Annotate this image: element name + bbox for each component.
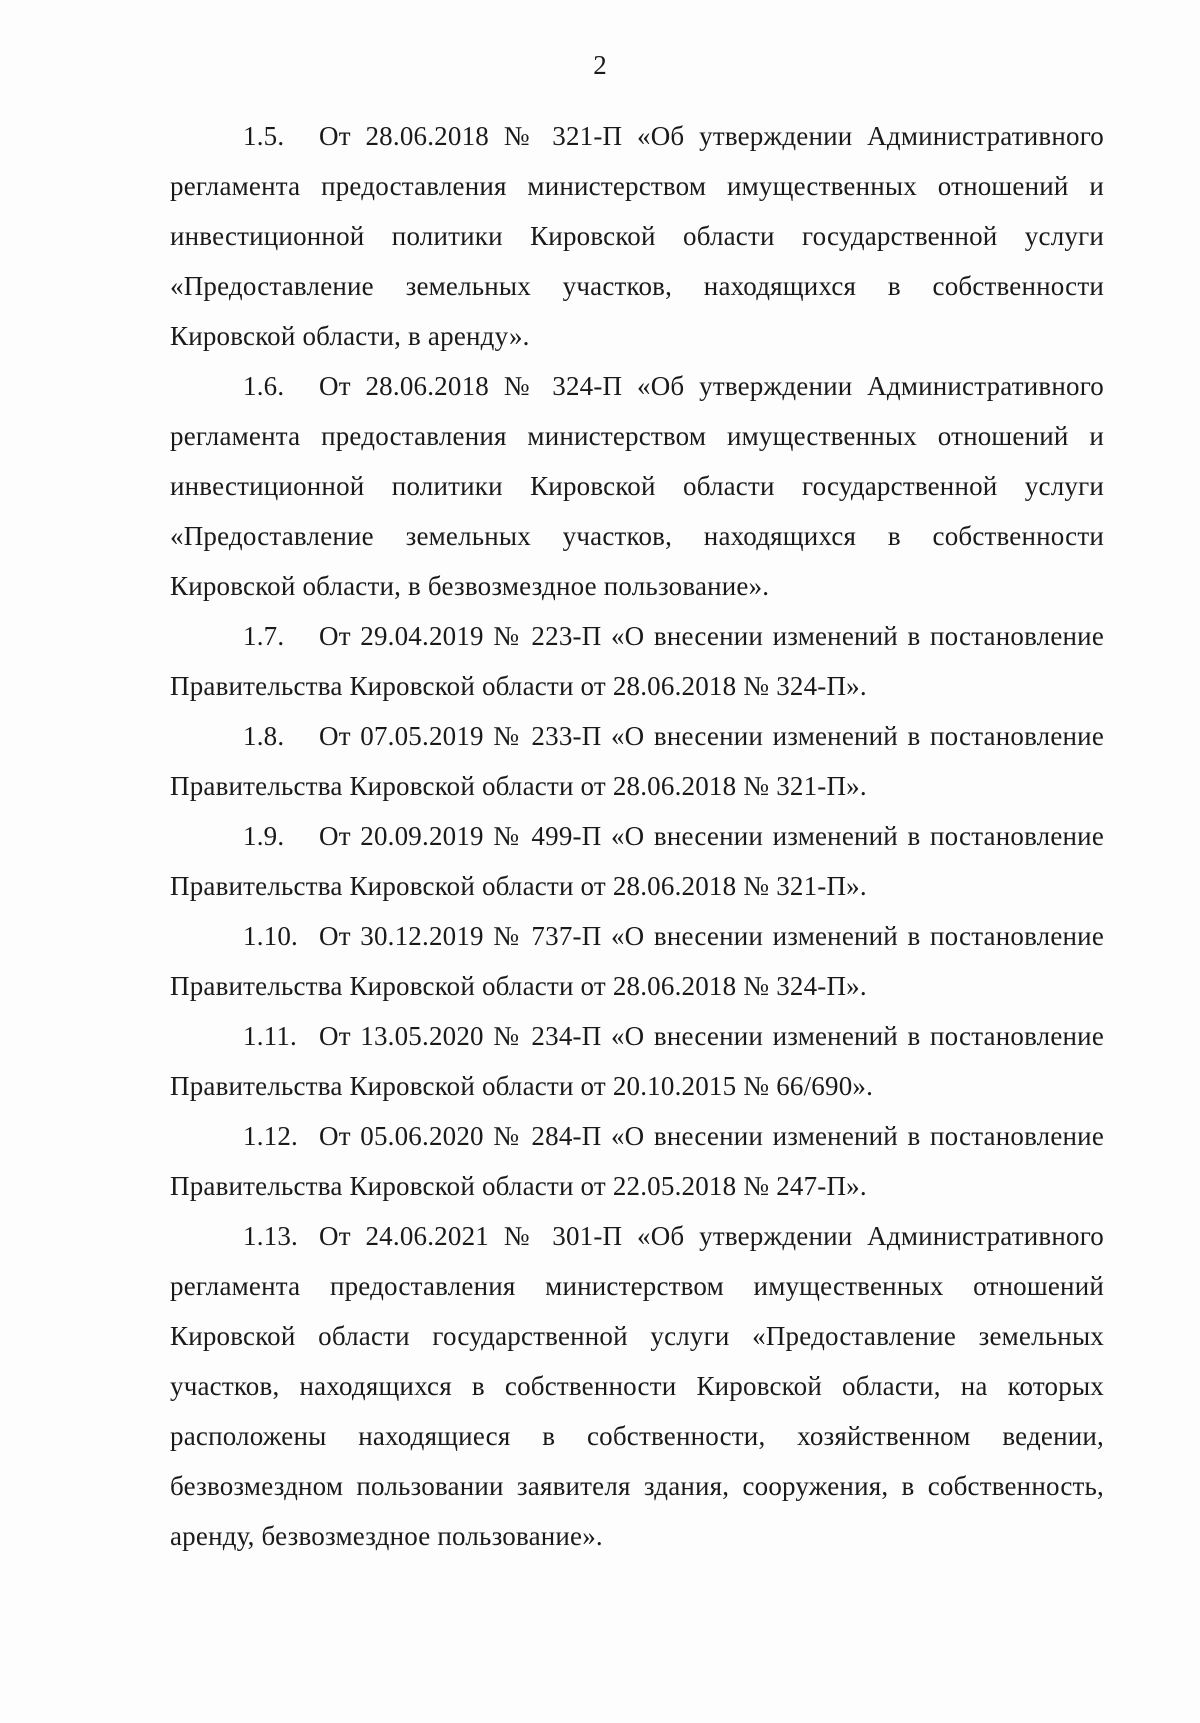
item-number: 1.11. <box>243 1021 297 1051</box>
item-text: От 28.06.2018 № 321-П «Об утверждении Административного регламента предоставления министерством имущественных отношений и инвестиционной политики Кировской области государственной услуги «Предоставление земельных участков, находящихся в собственности Кировской области, в аренду». <box>170 121 1104 351</box>
item-number: 1.12. <box>243 1121 298 1151</box>
document-body <box>170 111 1104 1561</box>
list-item <box>170 911 1104 1011</box>
item-number: 1.13. <box>243 1221 298 1251</box>
list-item <box>170 811 1104 911</box>
list-item <box>170 611 1104 711</box>
page-number: 2 <box>593 50 607 80</box>
item-text: От 29.04.2019 № 223-П «О внесении изменений в постановление Правительства Кировской области от 28.06.2018 № 324-П». <box>170 621 1104 701</box>
list-item <box>170 1111 1104 1211</box>
item-number: 1.10. <box>243 921 298 951</box>
list-item <box>170 1011 1104 1111</box>
item-text: От 13.05.2020 № 234-П «О внесении изменений в постановление Правительства Кировской области от 20.10.2015 № 66/690». <box>170 1021 1104 1101</box>
item-number: 1.8. <box>243 721 285 751</box>
item-number: 1.7. <box>243 621 285 651</box>
item-text: От 30.12.2019 № 737-П «О внесении изменений в постановление Правительства Кировской области от 28.06.2018 № 324-П». <box>170 921 1104 1001</box>
item-text: От 28.06.2018 № 324-П «Об утверждении Административного регламента предоставления министерством имущественных отношений и инвестиционной политики Кировской области государственной услуги «Предоставление земельных участков, находящихся в собственности Кировской области, в безвозмездное пользование». <box>170 371 1104 601</box>
list-item <box>170 711 1104 811</box>
item-number: 1.5. <box>243 121 285 151</box>
item-text: От 07.05.2019 № 233-П «О внесении изменений в постановление Правительства Кировской области от 28.06.2018 № 321-П». <box>170 721 1104 801</box>
list-item <box>170 1211 1104 1561</box>
list-item <box>170 361 1104 611</box>
list-item <box>170 111 1104 361</box>
item-number: 1.6. <box>243 371 285 401</box>
item-number: 1.9. <box>243 821 285 851</box>
item-text: От 24.06.2021 № 301-П «Об утверждении Административного регламента предоставления министерством имущественных отношений Кировской области государственной услуги «Предоставление земельных участков, находящихся в собственности Кировской области, на которых расположены находящиеся в собственности, хозяйственном ведении, безвозмездном пользовании заявителя здания, сооружения, в собственность, аренду, безвозмездное пользование». <box>170 1221 1104 1551</box>
item-text: От 05.06.2020 № 284-П «О внесении изменений в постановление Правительства Кировской области от 22.05.2018 № 247-П». <box>170 1121 1104 1201</box>
item-text: От 20.09.2019 № 499-П «О внесении изменений в постановление Правительства Кировской области от 28.06.2018 № 321-П». <box>170 821 1104 901</box>
